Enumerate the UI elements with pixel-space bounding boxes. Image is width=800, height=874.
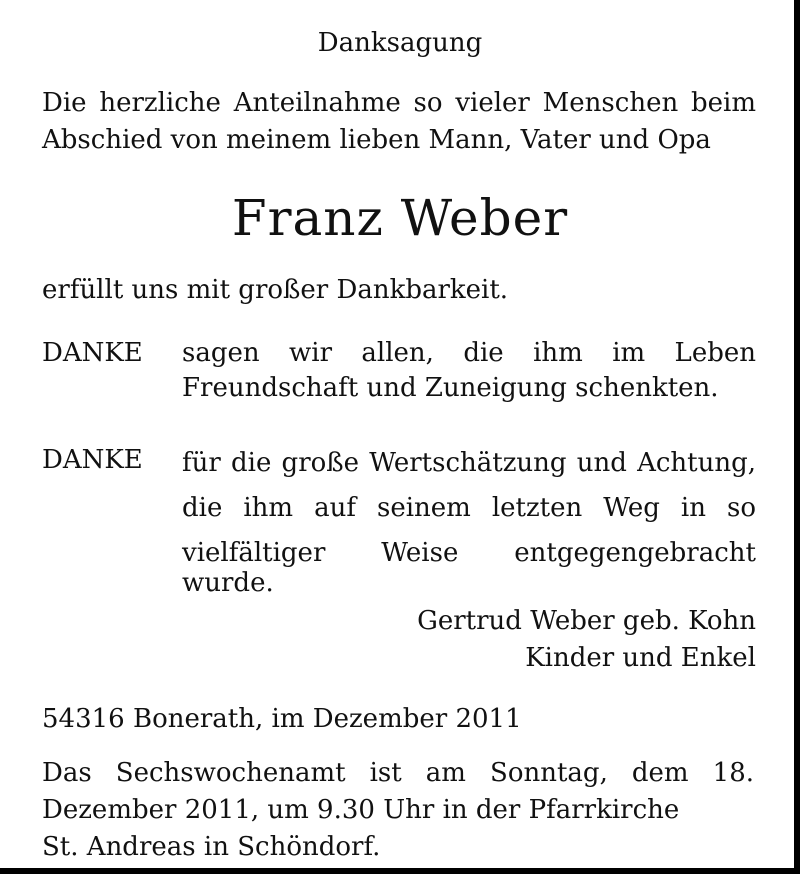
thanks-2-line-2: die ihm auf seinem letzten Weg in so — [182, 493, 756, 523]
notice-heading: Danksagung — [317, 28, 483, 58]
gratitude-line: erfüllt uns mit großer Dankbarkeit. — [42, 275, 509, 305]
intro-line-2: Abschied von meinem lieben Mann, Vater und Opa — [42, 125, 711, 155]
service-line-1: Das Sechswochenamt ist am Sonntag, dem 18. — [42, 758, 754, 788]
place-date: 54316 Bonerath, im Dezember 2011 — [42, 704, 522, 734]
deceased-name: Franz Weber — [231, 189, 569, 247]
thanks-1-line-2: Freundschaft und Zuneigung schenkten. — [182, 373, 719, 403]
thanks-keyword-1: DANKE — [42, 338, 143, 368]
intro-line-1: Die herzliche Anteilnahme so vieler Menschen beim — [42, 88, 756, 118]
signature-line-1: Gertrud Weber geb. Kohn — [417, 606, 756, 636]
signature-line-2: Kinder und Enkel — [525, 643, 756, 673]
thanks-2-line-3: vielfältiger Weise entgegengebracht wurde. — [182, 538, 756, 598]
thanks-keyword-2: DANKE — [42, 445, 143, 475]
service-line-3: St. Andreas in Schöndorf. — [42, 832, 381, 862]
thanks-2-line-1: für die große Wertschätzung und Achtung, — [182, 448, 756, 478]
service-line-2: Dezember 2011, um 9.30 Uhr in der Pfarrkirche — [42, 795, 680, 825]
thanks-1-line-1: sagen wir allen, die ihm im Leben — [182, 338, 756, 368]
